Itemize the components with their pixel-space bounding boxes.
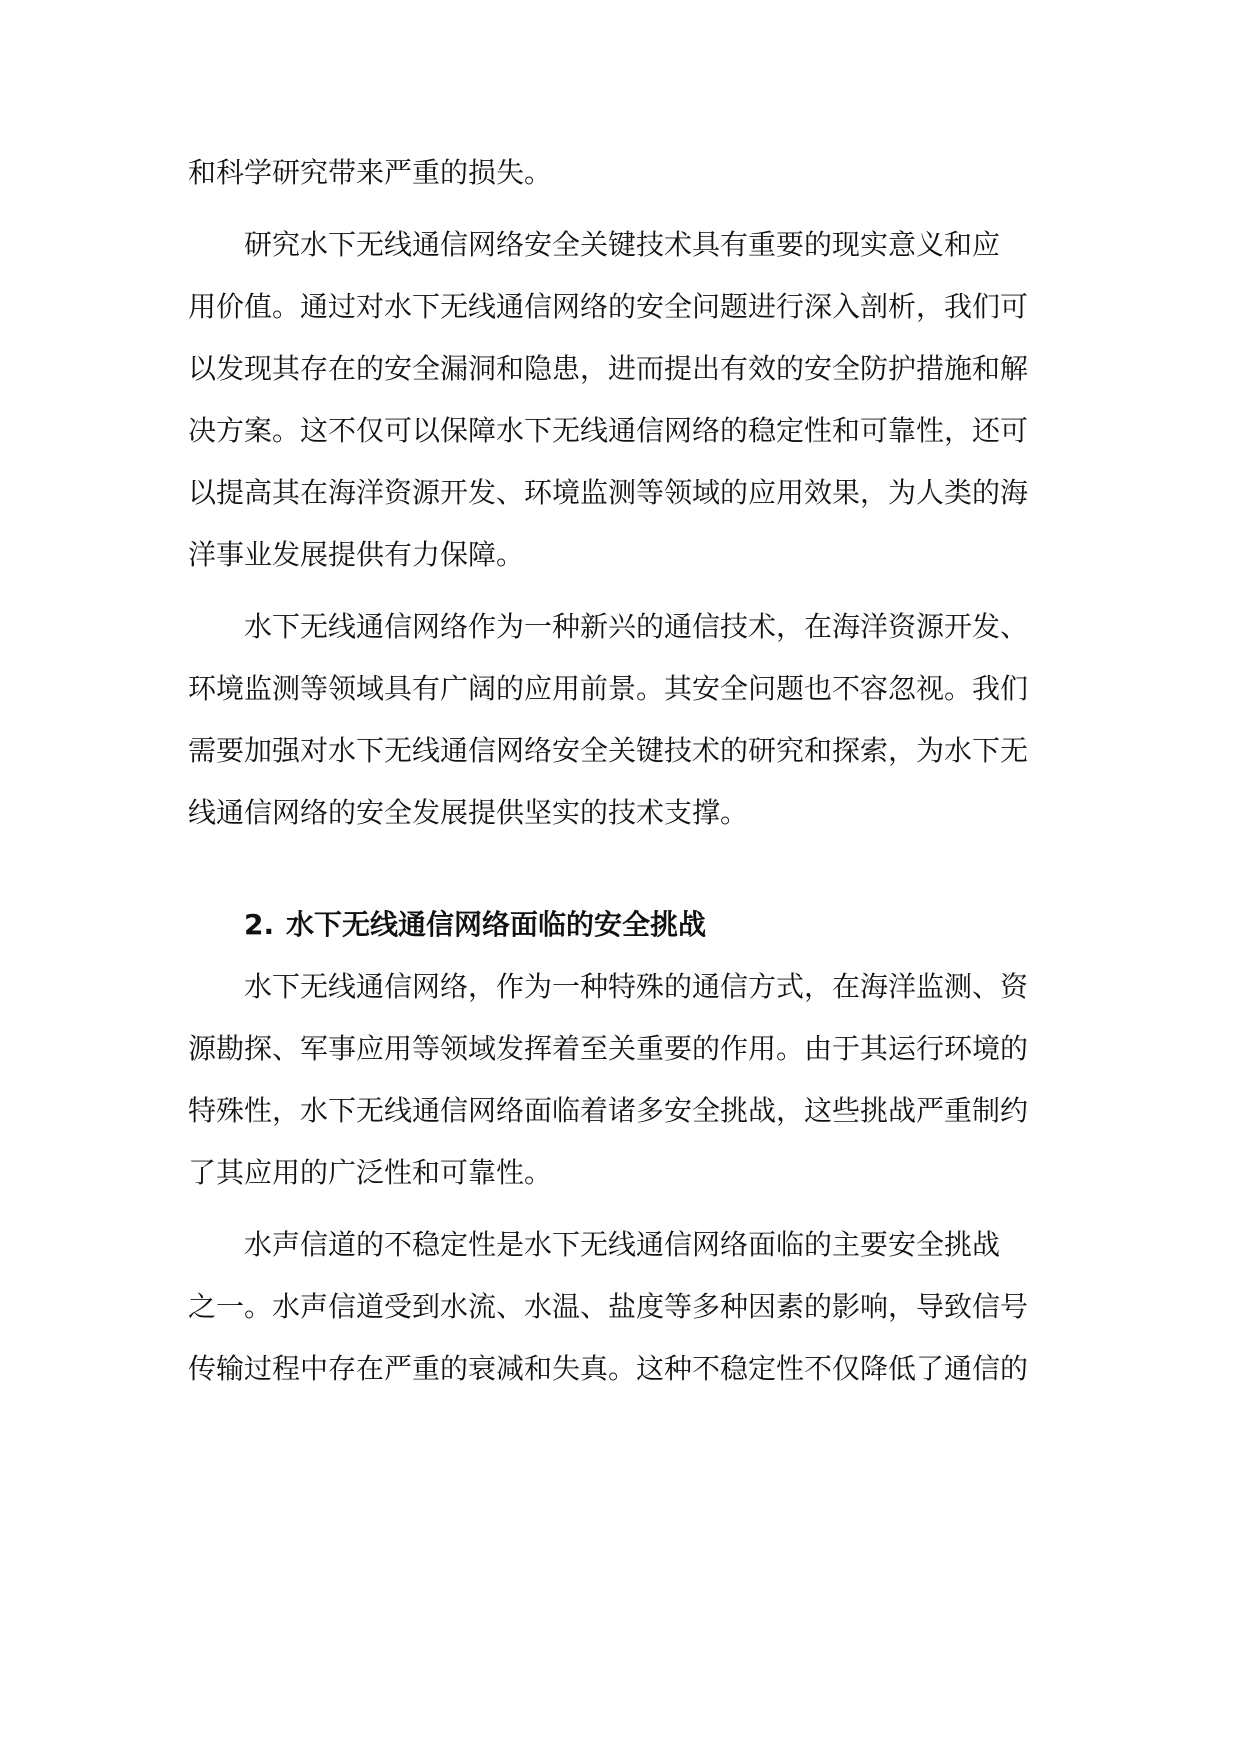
text-line: 洋事业发展提供有力保障。 (188, 538, 525, 571)
text-line: 需要加强对水下无线通信网络安全关键技术的研究和探索，为水下无 (188, 734, 1029, 767)
text-line: 了其应用的广泛性和可靠性。 (188, 1156, 553, 1189)
paragraph-research-significance (188, 214, 1058, 586)
text-line: 以提高其在海洋资源开发、环境监测等领域的应用效果，为人类的海 (188, 476, 1029, 509)
section-number: 2. (244, 908, 275, 941)
paragraph-continuation (188, 142, 1058, 204)
text-line: 研究水下无线通信网络安全关键技术具有重要的现实意义和应 (244, 228, 1001, 261)
paragraph-security-challenges (188, 956, 1058, 1204)
text-line: 源勘探、军事应用等领域发挥着至关重要的作用。由于其运行环境的 (188, 1032, 1029, 1065)
paragraph-acoustic-channel (188, 1214, 1058, 1400)
text-line: 传输过程中存在严重的衰减和失真。这种不稳定性不仅降低了通信的 (188, 1352, 1029, 1385)
paragraph-emerging-technology (188, 596, 1058, 844)
text-line: 水声信道的不稳定性是水下无线通信网络面临的主要安全挑战 (244, 1228, 1001, 1261)
text-line: 用价值。通过对水下无线通信网络的安全问题进行深入剖析，我们可 (188, 290, 1029, 323)
document-body (188, 142, 1058, 1400)
text-line: 线通信网络的安全发展提供坚实的技术支撑。 (188, 796, 749, 829)
text-line: 特殊性，水下无线通信网络面临着诸多安全挑战，这些挑战严重制约 (188, 1094, 1029, 1127)
text-line: 环境监测等领域具有广阔的应用前景。其安全问题也不容忽视。我们 (188, 672, 1029, 705)
text-line: 和科学研究带来严重的损失。 (188, 156, 553, 189)
text-line: 之一。水声信道受到水流、水温、盐度等多种因素的影响，导致信号 (188, 1290, 1029, 1323)
text-line: 以发现其存在的安全漏洞和隐患，进而提出有效的安全防护措施和解 (188, 352, 1029, 385)
section-heading (188, 894, 1058, 956)
text-line: 水下无线通信网络作为一种新兴的通信技术，在海洋资源开发、 (244, 610, 1029, 643)
text-line: 决方案。这不仅可以保障水下无线通信网络的稳定性和可靠性，还可 (188, 414, 1029, 447)
text-line: 水下无线通信网络，作为一种特殊的通信方式，在海洋监测、资 (244, 970, 1029, 1003)
section-title: 水下无线通信网络面临的安全挑战 (286, 908, 707, 941)
